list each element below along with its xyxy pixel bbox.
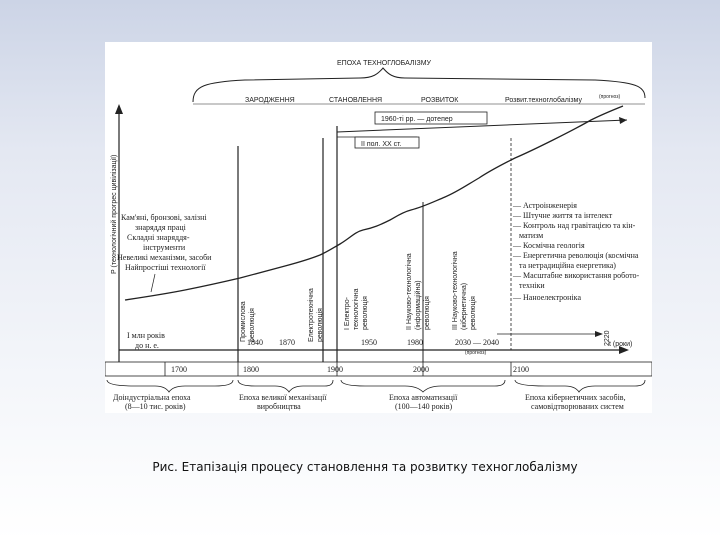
epoch-label: самовідтворюваних систем	[531, 402, 624, 411]
revolution-label	[240, 301, 256, 342]
timeline-year: 2100	[513, 365, 529, 374]
caption-text: Етапізація процесу становлення та розвитку техноглобалізму	[181, 460, 578, 474]
phase-note: (прогноз)	[599, 94, 621, 100]
epoch-label: (100—140 років)	[395, 402, 453, 411]
future-item: — Астроінженерія	[513, 201, 577, 210]
svg-text:революція: революція	[249, 308, 256, 342]
future-item: — Штучне життя та інтелект	[513, 211, 613, 220]
epoch-brace	[341, 380, 505, 392]
svg-text:революція: революція	[362, 296, 369, 330]
phase-label: СТАНОВЛЕННЯ	[329, 97, 383, 104]
y-axis-arrowhead	[115, 104, 123, 114]
svg-text:Електротехнічна: Електротехнічна	[308, 288, 315, 342]
arrowhead	[595, 331, 603, 337]
mln-years: І млн років	[127, 331, 165, 340]
timeline-year: 1900	[327, 365, 343, 374]
leader-line	[151, 274, 155, 292]
revolution-label	[405, 253, 431, 330]
svg-text:Промислова: Промислова	[240, 301, 247, 342]
epoch-brace	[515, 380, 645, 392]
future-item: матизм	[519, 231, 544, 240]
timeline-year: 1800	[243, 365, 259, 374]
epoch-label: Епоха автоматизації	[389, 393, 458, 402]
forecast-note: (прогноз)	[465, 350, 487, 356]
future-item: — Масштабне використання робото-	[513, 271, 640, 280]
preindustrial-item: Кам'яні, бронзові, залізні	[121, 213, 207, 222]
span-1960-label: 1960-ті рр. — дотепер	[381, 116, 453, 123]
svg-text:(кібернетична): (кібернетична)	[461, 282, 468, 330]
epoch-label: Епоха кібернетичних засобів,	[525, 393, 626, 402]
svg-text:III Науково-технологічна: III Науково-технологічна	[452, 251, 459, 330]
timeline-year: 2000	[413, 365, 429, 374]
future-item: техніки	[519, 281, 545, 290]
axis-year: 1870	[279, 338, 295, 347]
caption-prefix: Рис.	[152, 460, 178, 474]
mln-years: до н. е.	[135, 341, 159, 350]
epoch-brace	[107, 380, 233, 392]
timeline-year: 1700	[171, 365, 187, 374]
svg-text:революція: революція	[424, 296, 431, 330]
axis-year: 1980	[407, 338, 423, 347]
figure	[105, 42, 652, 413]
svg-text:революція: революція	[317, 308, 324, 342]
svg-text:II Науково-технологічна: II Науково-технологічна	[406, 253, 413, 330]
timeline-band	[105, 362, 652, 376]
svg-text:І Електро-: І Електро-	[344, 296, 351, 330]
svg-text:(інформаційна): (інформаційна)	[415, 280, 422, 330]
era-title: ЕПОХА ТЕХНОГЛОБАЛІЗМУ	[337, 60, 431, 67]
phase-label: РОЗВИТОК	[421, 97, 459, 104]
future-item: та нетрадиційна енергетика)	[519, 261, 616, 270]
epoch-label: Доіндустріальна епоха	[113, 393, 191, 402]
arrowhead	[619, 117, 627, 124]
revolution-label	[344, 288, 369, 330]
future-item: — Енергетична революція (космічна	[513, 251, 639, 260]
axis-year: 1840	[247, 338, 263, 347]
preindustrial-item: інструменти	[143, 243, 186, 252]
phase-label: ЗАРОДЖЕННЯ	[245, 97, 295, 104]
revolution-label	[307, 288, 324, 342]
axis-year: 2030 — 2040	[455, 338, 499, 347]
epoch-brace	[238, 380, 333, 392]
preindustrial-item: Найпростіші технології	[125, 263, 206, 272]
preindustrial-item: знаряддя праці	[135, 223, 186, 232]
axis-year: 1950	[361, 338, 377, 347]
epoch-label: (8—10 тис. років)	[125, 402, 186, 411]
figure-caption	[150, 459, 580, 476]
axis-year-rotated: 2220	[604, 330, 611, 346]
phase-label: Розвит.техноглобалізму	[505, 97, 582, 104]
future-item: — Космічна геологія	[513, 241, 585, 250]
svg-text:технологічна: технологічна	[353, 288, 360, 330]
epoch-label: Епоха великої механізації	[239, 393, 327, 402]
svg-text:революція: революція	[470, 296, 477, 330]
diagram-canvas	[105, 42, 652, 413]
future-item: — Наноелектроніка	[513, 293, 581, 302]
span-half-label: II пол. XX ст.	[361, 141, 402, 148]
future-item: — Контроль над гравітацією та кін-	[513, 221, 636, 230]
epoch-label: виробництва	[257, 402, 301, 411]
y-axis-label: P (технологічний прогрес цивілізації)	[111, 154, 118, 274]
preindustrial-item: Невеликі механізми, засоби	[117, 253, 212, 262]
revolution-label	[451, 251, 477, 330]
x-axis-label: t (роки)	[609, 341, 633, 348]
preindustrial-item: Складні знаряддя-	[127, 233, 190, 242]
